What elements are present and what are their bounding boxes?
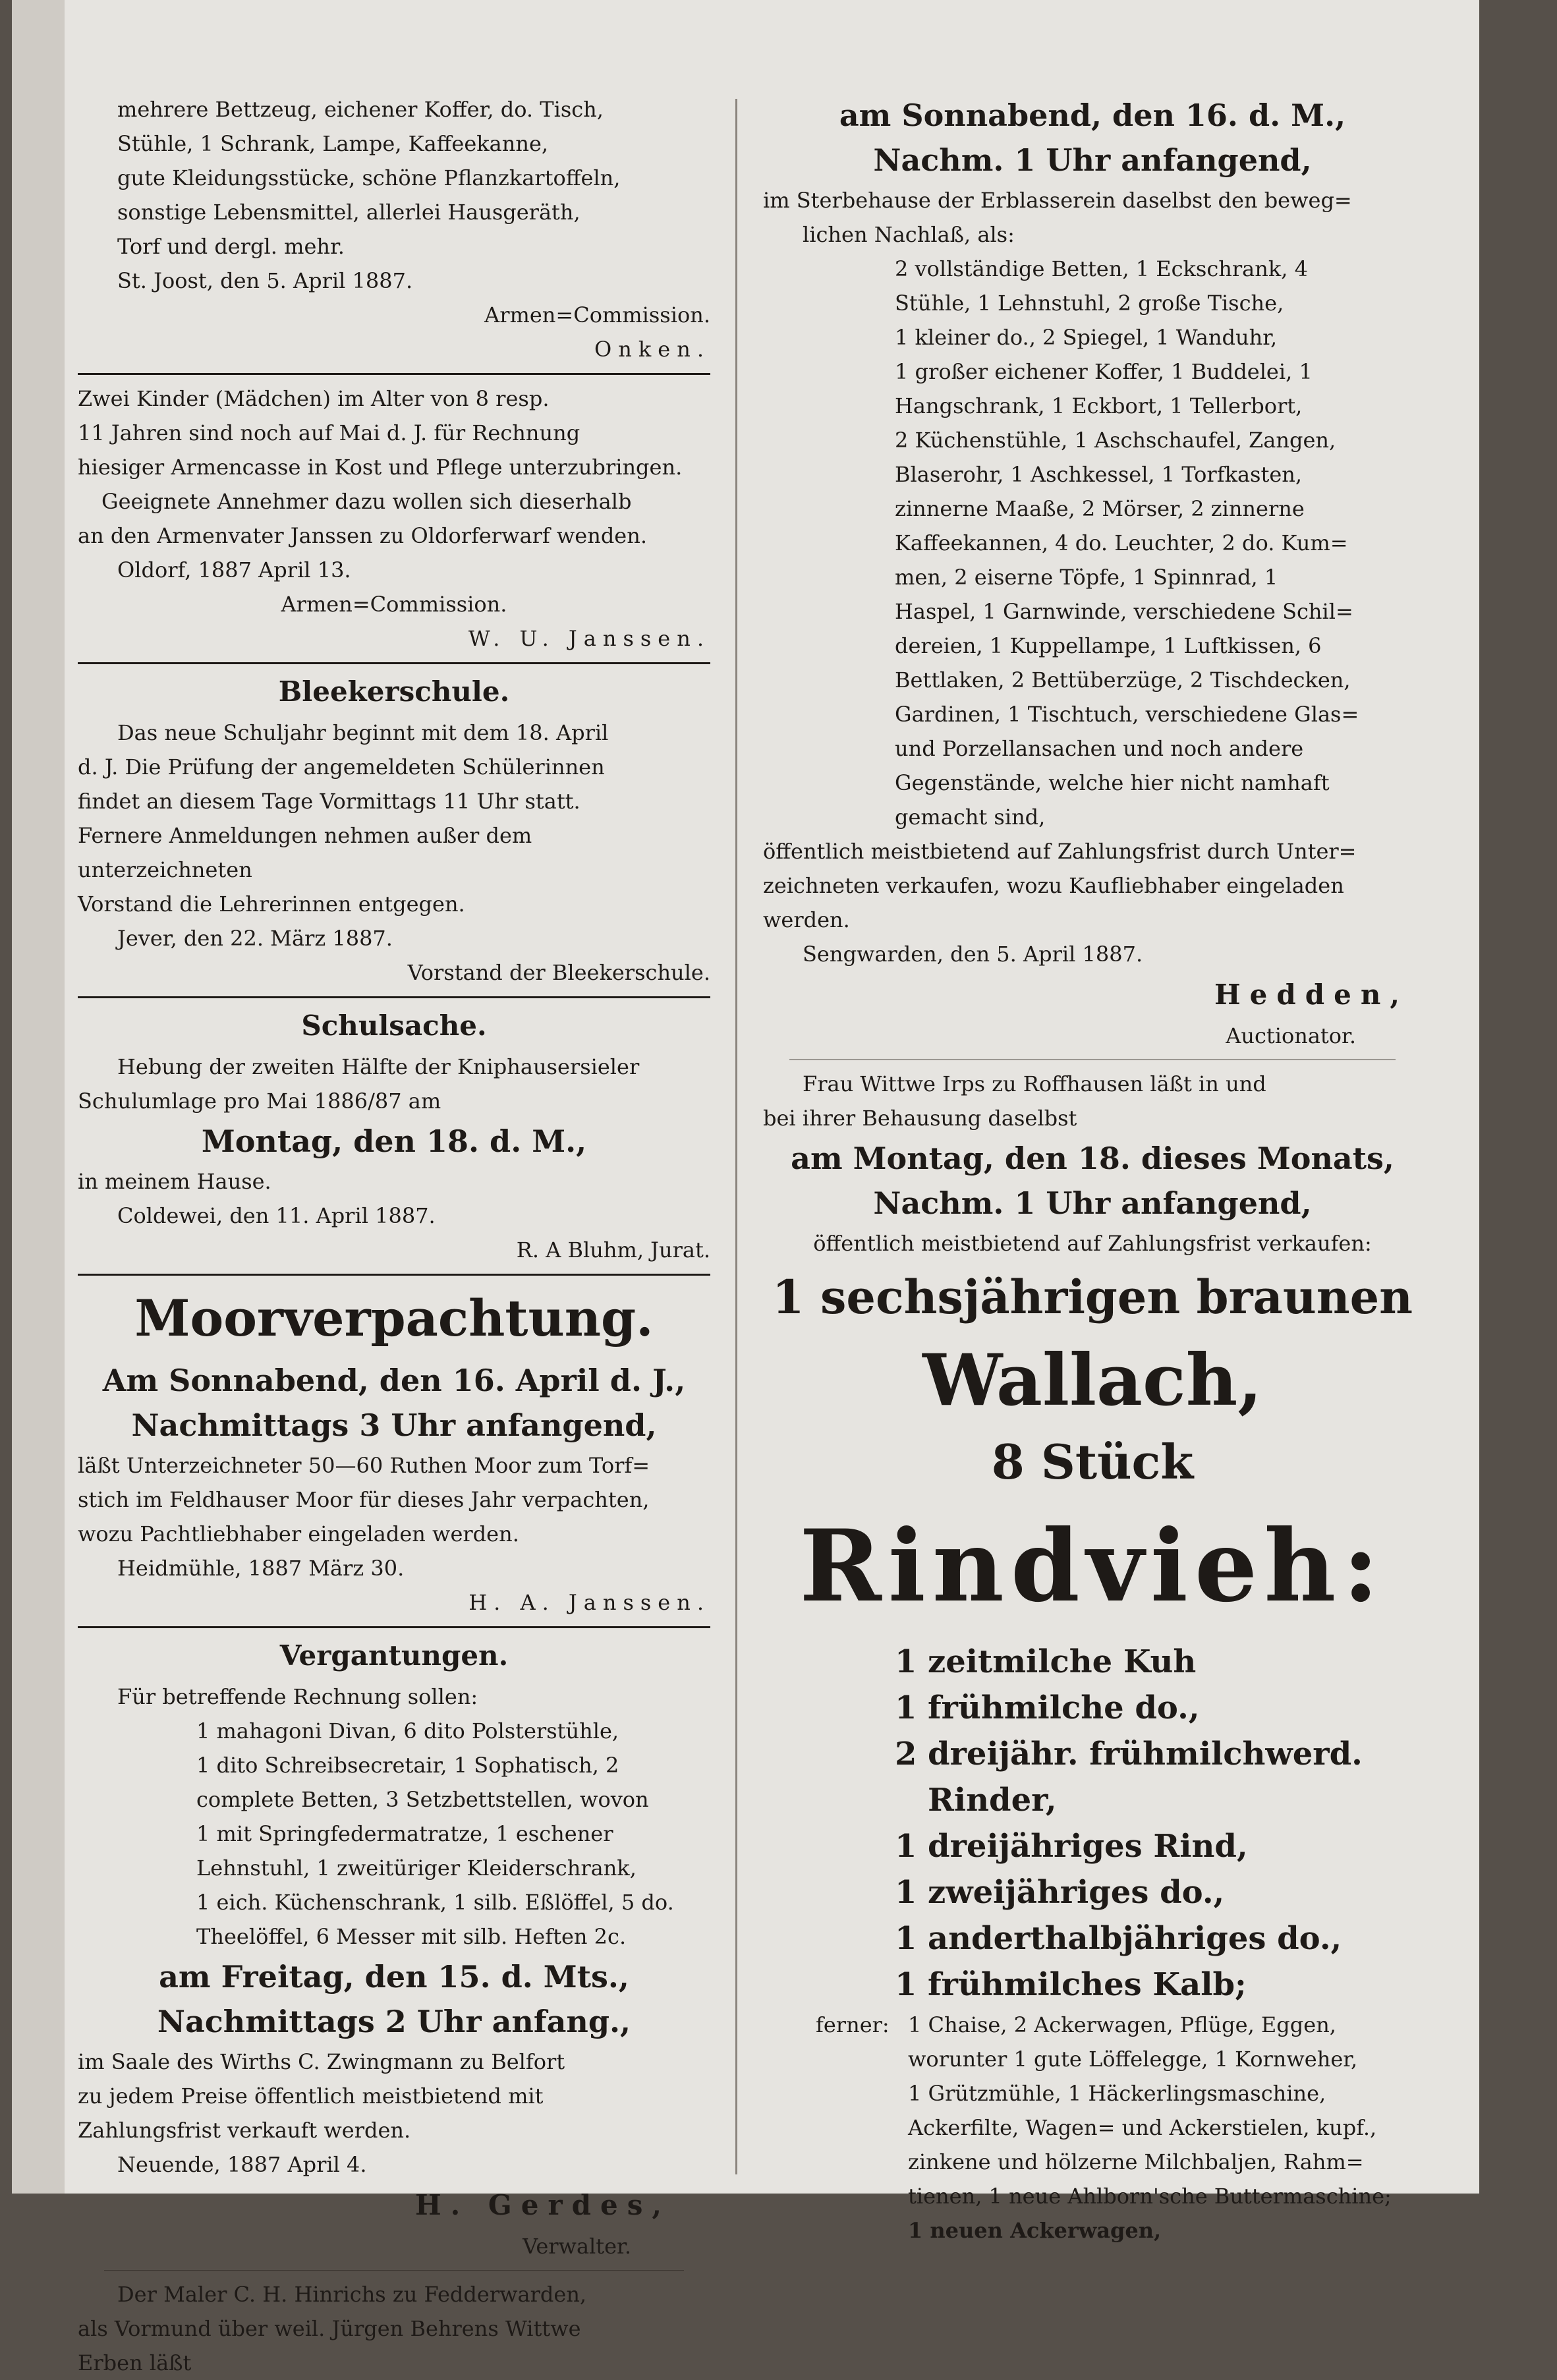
ad-line: Zwei Kinder (Mädchen) im Alter von 8 resp. <box>78 386 550 411</box>
ad-headline-wallach: Wallach, <box>922 1339 1262 1422</box>
further-items <box>763 2008 1422 2248</box>
ad-item-line: zinkene und hölzerne Milchbaljen, Rahm= <box>908 2149 1364 2174</box>
section-rule <box>104 2270 684 2271</box>
ad-vergantungen <box>78 1635 710 2263</box>
ad-line: Frau Wittwe Irps zu Roffhausen läßt in und <box>803 1071 1266 1096</box>
ad-line: Schulumlage pro Mai 1886/87 am <box>78 1089 441 1114</box>
ad-line: werden. <box>763 907 850 932</box>
list-item <box>763 1777 1422 1823</box>
ad-signer: R. A Bluhm, Jurat. <box>516 1237 710 1262</box>
ad-item-line: Kaffeekannen, 4 do. Leuchter, 2 do. Kum= <box>895 530 1348 555</box>
item-text: frühmilche do., <box>928 1689 1200 1726</box>
item-count: 1 <box>895 1874 917 1911</box>
ad-signer-name: Onken. <box>594 337 710 362</box>
ad-moorverpachtung <box>78 1282 710 1620</box>
ad-line: wozu Pachtliebhaber eingeladen werden. <box>78 1521 519 1546</box>
ad-heading: Bleekerschule. <box>278 675 510 708</box>
ad-headline-count: 8 Stück <box>991 1434 1194 1490</box>
ad-line: Zahlungsfrist verkauft werden. <box>78 2118 411 2143</box>
ad-line: mehrere Bettzeug, eichener Koffer, do. Tisch, <box>117 97 604 122</box>
item-count: 1 <box>895 1643 917 1680</box>
ad-line: stich im Feldhauser Moor für dieses Jahr verpachten, <box>78 1487 650 1512</box>
ad-signer-org: Armen=Commission. <box>484 302 710 327</box>
ad-date: Heidmühle, 1887 März 30. <box>117 1556 405 1581</box>
ad-item-line: 1 großer eichener Koffer, 1 Buddelei, 1 <box>895 359 1313 384</box>
ad-line: öffentlich meistbietend auf Zahlungsfrist durch Unter= <box>763 839 1357 864</box>
ad-item-line: Blaserohr, 1 Aschkessel, 1 Torfkasten, <box>895 462 1303 487</box>
ad-item-line: 1 neuen Ackerwagen, <box>908 2218 1162 2243</box>
ad-line: lichen Nachlaß, als: <box>803 222 1015 247</box>
item-text: Rinder, <box>928 1782 1057 1819</box>
ad-line: Torf und dergl. mehr. <box>117 234 345 259</box>
ad-signer: H. A. Janssen. <box>468 1590 710 1615</box>
ad-line: Geeignete Annehmer dazu wollen sich dieserhalb <box>101 489 632 514</box>
ad-line: Vorstand die Lehrerinnen entgegen. <box>78 892 465 917</box>
section-rule <box>78 1274 710 1276</box>
ad-item-line: 1 Grützmühle, 1 Häckerlingsmaschine, <box>908 2081 1326 2106</box>
ad-item-line: men, 2 eiserne Töpfe, 1 Spinnrad, 1 <box>895 565 1278 590</box>
ad-item-line: 1 eich. Küchenschrank, 1 silb. Eßlöffel, 5 do. <box>196 1890 674 1915</box>
ad-item-line: gemacht sind, <box>895 805 1046 830</box>
ad-big-date: am Freitag, den 15. d. Mts., <box>159 1959 629 1995</box>
page-margin <box>12 0 65 2194</box>
ad-heading: Vergantungen. <box>279 1639 509 1672</box>
section-rule <box>78 373 710 375</box>
ad-big-time: Nachm. 1 Uhr anfangend, <box>873 142 1312 178</box>
ad-line: 11 Jahren sind noch auf Mai d. J. für Rechnung <box>78 420 580 445</box>
item-text: anderthalbjähriges do., <box>928 1920 1342 1957</box>
ad-date: Sengwarden, den 5. April 1887. <box>803 942 1143 967</box>
ad-intro: Für betreffende Rechnung sollen: <box>117 1684 478 1709</box>
ad-line: d. J. Die Prüfung der angemeldeten Schülerinnen <box>78 754 605 779</box>
ad-line: findet an diesem Tage Vormittags 11 Uhr statt. <box>78 789 580 814</box>
ad-line: gute Kleidungsstücke, schöne Pflanzkartoffeln, <box>117 165 621 190</box>
list-item <box>763 1915 1422 1962</box>
ad-roffhausen <box>763 1067 1422 2248</box>
ad-item-line: tienen, 1 neue Ahlborn'sche Buttermaschine; <box>908 2184 1392 2209</box>
ad-headline: 1 sechsjährigen braunen <box>772 1270 1413 1324</box>
ad-item-line: Lehnstuhl, 1 zweitüriger Kleiderschrank, <box>196 1856 637 1881</box>
ad-headline-rindvieh: Rindvieh: <box>799 1508 1386 1624</box>
ad-item-line: Hangschrank, 1 Eckbort, 1 Tellerbort, <box>895 393 1303 418</box>
ad-line: zu jedem Preise öffentlich meistbietend mit <box>78 2083 544 2109</box>
ad-item-line: Stühle, 1 Lehnstuhl, 2 große Tische, <box>895 291 1284 316</box>
item-count: 1 <box>895 1966 917 2003</box>
ad-line: als Vormund über weil. Jürgen Behrens Wittwe <box>78 2316 581 2341</box>
list-item <box>763 1823 1422 1869</box>
ad-line: an den Armenvater Janssen zu Oldorferwarf wenden. <box>78 523 648 548</box>
ad-line: Hebung der zweiten Hälfte der Kniphausersieler <box>117 1054 640 1079</box>
ad-line: Das neue Schuljahr beginnt mit dem 18. April <box>117 720 609 745</box>
column-divider <box>735 99 737 2174</box>
item-text: zeitmilche Kuh <box>928 1643 1197 1680</box>
ad-item-line: Ackerfilte, Wagen= und Ackerstielen, kupf., <box>908 2115 1377 2140</box>
ad-item-line: Theelöffel, 6 Messer mit silb. Heften 2c. <box>196 1924 627 1949</box>
ad-date: Coldewei, den 11. April 1887. <box>117 1203 436 1228</box>
ad-signer-name: H. Gerdes, <box>414 2189 671 2221</box>
ad-sale-line: öffentlich meistbietend auf Zahlungsfrist verkaufen: <box>813 1231 1372 1256</box>
item-text: dreijähriges Rind, <box>928 1828 1248 1865</box>
ad-date: Oldorf, 1887 April 13. <box>117 557 351 582</box>
ad-item-line: 2 vollständige Betten, 1 Eckschrank, 4 <box>895 256 1308 281</box>
section-rule <box>78 662 710 664</box>
ad-schulsache <box>78 1005 710 1267</box>
ad-sengwarden <box>763 94 1422 1053</box>
further-label: ferner: <box>816 2012 890 2037</box>
ad-big-date: Montag, den 18. d. M., <box>201 1123 587 1159</box>
ad-item-line: Bettlaken, 2 Bettüberzüge, 2 Tischdecken, <box>895 667 1351 693</box>
list-item <box>763 1731 1422 1777</box>
ad-signer-name: Hedden, <box>1214 978 1409 1011</box>
ad-item-line: complete Betten, 3 Setzbettstellen, wovon <box>196 1787 649 1812</box>
item-count: 1 <box>895 1689 917 1726</box>
ad-signer-name: W. U. Janssen. <box>468 626 710 651</box>
ad-line: Fernere Anmeldungen nehmen außer dem unterzeichneten <box>78 823 532 882</box>
ad-big-date: am Montag, den 18. dieses Monats, <box>791 1141 1394 1176</box>
ad-item-line: worunter 1 gute Löffelegge, 1 Kornweher, <box>908 2047 1358 2072</box>
item-text: dreijähr. frühmilchwerd. <box>928 1736 1363 1772</box>
ad-date: St. Joost, den 5. April 1887. <box>117 268 413 293</box>
ad-st-joost <box>78 92 710 366</box>
ad-big-time: Nachmittags 2 Uhr anfang., <box>157 2004 631 2039</box>
ad-line: im Sterbehause der Erblasserein daselbst den beweg= <box>763 188 1352 213</box>
ad-item-line: Gegenstände, welche hier nicht namhaft <box>895 770 1330 795</box>
ad-signer: Vorstand der Bleekerschule. <box>407 960 710 985</box>
ad-line: bei ihrer Behausung daselbst <box>763 1106 1077 1131</box>
list-item <box>763 1962 1422 2008</box>
item-count: 2 <box>895 1736 917 1772</box>
list-item <box>763 1639 1422 1685</box>
ad-signer-title: Auctionator. <box>1226 1023 1356 1048</box>
ad-line: Erben läßt <box>78 2350 192 2375</box>
item-count: 1 <box>895 1828 917 1865</box>
section-rule <box>78 1626 710 1628</box>
ad-line: sonstige Lebensmittel, allerlei Hausgeräth, <box>117 200 580 225</box>
item-text: zweijähriges do., <box>928 1874 1225 1911</box>
section-rule <box>78 996 710 998</box>
ad-line: zeichneten verkaufen, wozu Kaufliebhaber eingeladen <box>763 873 1344 898</box>
ad-heading: Schulsache. <box>301 1009 487 1042</box>
left-column <box>78 92 710 2380</box>
item-text: frühmilches Kalb; <box>928 1966 1247 2003</box>
ad-item-line: zinnerne Maaße, 2 Mörser, 2 zinnerne <box>895 496 1305 521</box>
ad-place: in meinem Hause. <box>78 1169 271 1194</box>
ad-signer-org: Armen=Commission. <box>281 592 507 617</box>
newspaper-page <box>12 0 1479 2375</box>
ad-line: hiesiger Armencasse in Kost und Pflege unterzubringen. <box>78 455 683 480</box>
ad-oldorf <box>78 382 710 656</box>
ad-line: Der Maler C. H. Hinrichs zu Fedderwarden, <box>117 2282 587 2307</box>
ad-item-line: 2 Küchenstühle, 1 Aschschaufel, Zangen, <box>895 428 1336 453</box>
ad-heading: Moorverpachtung. <box>134 1289 654 1347</box>
ad-item-line: 1 kleiner do., 2 Spiegel, 1 Wanduhr, <box>895 325 1278 350</box>
ad-item-line: und Porzellansachen und noch andere <box>895 736 1304 761</box>
ad-hinrichs <box>78 2277 710 2380</box>
ad-date: Jever, den 22. März 1887. <box>117 926 393 951</box>
ad-line: läßt Unterzeichneter 50—60 Ruthen Moor zum Torf= <box>78 1453 650 1478</box>
item-count: 1 <box>895 1920 917 1957</box>
list-item <box>763 1685 1422 1731</box>
ad-line: im Saale des Wirths C. Zwingmann zu Belfort <box>78 2049 565 2074</box>
right-column <box>763 92 1422 2248</box>
ad-item-line: 1 Chaise, 2 Ackerwagen, Pflüge, Eggen, <box>908 2012 1336 2037</box>
ad-item-line: dereien, 1 Kuppellampe, 1 Luftkissen, 6 <box>895 633 1322 658</box>
ad-bleekerschule <box>78 671 710 990</box>
ad-big-date: am Sonnabend, den 16. d. M., <box>839 98 1346 133</box>
ad-item-line: Gardinen, 1 Tischtuch, verschiedene Glas= <box>895 702 1359 727</box>
ad-item-line: 1 dito Schreibsecretair, 1 Sophatisch, 2 <box>196 1753 619 1778</box>
ad-big-time: Nachm. 1 Uhr anfangend, <box>873 1185 1312 1221</box>
list-item <box>763 1869 1422 1915</box>
ad-big-time: Nachmittags 3 Uhr anfangend, <box>131 1407 657 1443</box>
ad-item-line: Haspel, 1 Garnwinde, verschiedene Schil= <box>895 599 1353 624</box>
ad-item-line: 1 mahagoni Divan, 6 dito Polsterstühle, <box>196 1718 619 1743</box>
ad-item-line: 1 mit Springfedermatratze, 1 eschener <box>196 1821 613 1846</box>
ad-date: Neuende, 1887 April 4. <box>117 2152 367 2177</box>
ad-signer-title: Verwalter. <box>523 2234 631 2259</box>
ad-big-date: Am Sonnabend, den 16. April d. J., <box>102 1363 686 1398</box>
cattle-list <box>763 1639 1422 2008</box>
ad-line: Stühle, 1 Schrank, Lampe, Kaffeekanne, <box>117 131 549 156</box>
